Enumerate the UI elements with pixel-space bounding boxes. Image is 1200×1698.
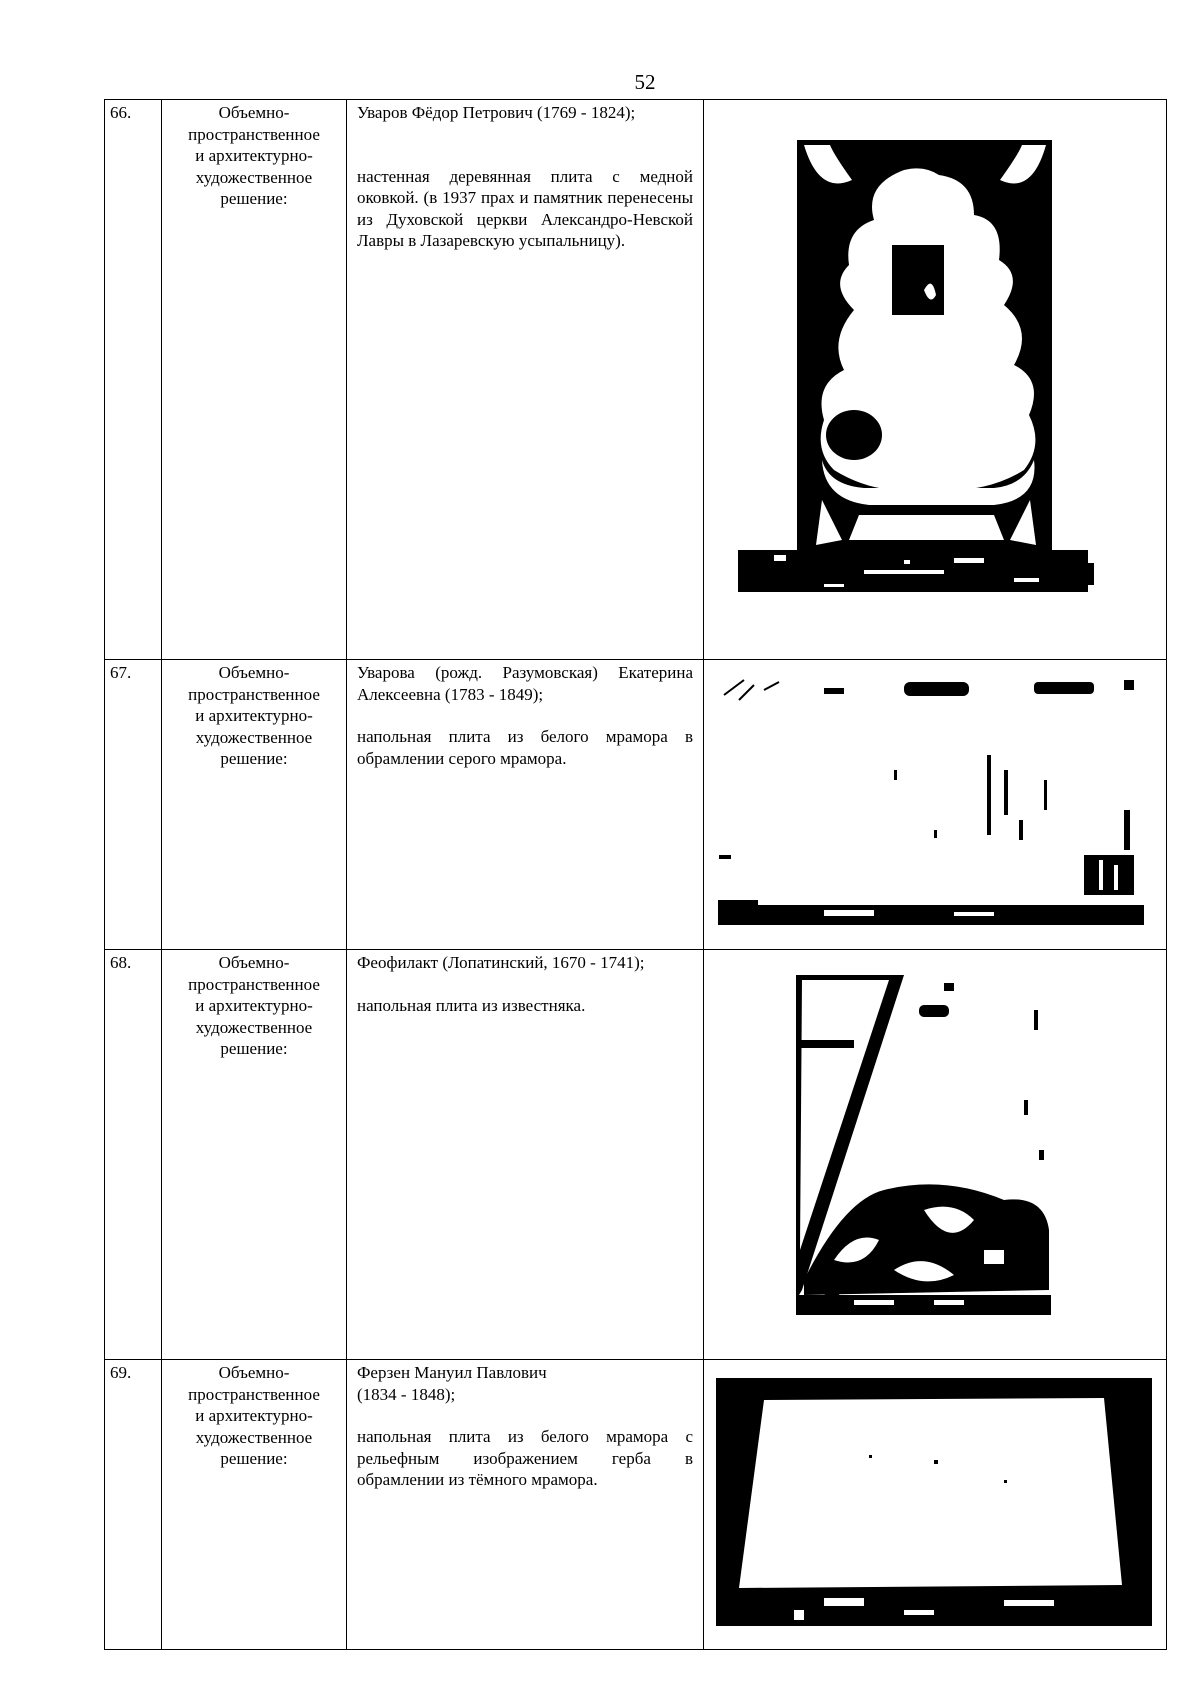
category-line: Объемно- [218, 953, 290, 972]
category-line: пространственное [188, 124, 320, 144]
category-line: и архитектурно- [195, 706, 313, 725]
category-line: решение: [220, 1449, 288, 1468]
category-line: решение: [220, 749, 288, 768]
monuments-table [104, 99, 1167, 1650]
monument-name-line: (1834 - 1848); [357, 1384, 456, 1404]
photo-cell [704, 660, 1167, 950]
category-cell [162, 1360, 347, 1650]
description-cell [347, 660, 704, 950]
monument-name: Уварова (рожд. Разумовская) Екатерина Алексеевна (1783 - 1849); [357, 663, 693, 704]
table-row [105, 950, 1167, 1360]
category-line: решение: [220, 189, 288, 208]
monument-description: настенная деревянная плита с медной оковкой. (в 1937 прах и памятник перенесены из Духовской церкви Александро-Невской Лавры в Лазаревскую усыпальницу). [357, 166, 693, 250]
category-line: и архитектурно- [195, 146, 313, 165]
monument-name-line: Ферзен Мануил Павлович [357, 1363, 547, 1382]
monument-name: Феофилакт (Лопатинский, 1670 - 1741); [357, 953, 645, 972]
category-line: художественное [195, 727, 313, 747]
row-number: 68. [105, 950, 162, 1360]
table-row [105, 100, 1167, 660]
floor-plate-photo [704, 660, 1167, 948]
limestone-plate-photo [704, 950, 1167, 1358]
category-line: художественное [195, 167, 313, 187]
category-line: Объемно- [218, 103, 290, 122]
category-line: художественное [195, 1017, 313, 1037]
category-line: Объемно- [218, 1363, 290, 1382]
description-cell [347, 950, 704, 1360]
monument-description: напольная плита из известняка. [357, 995, 586, 1015]
description-cell [347, 100, 704, 660]
category-line: Объемно- [218, 663, 290, 682]
category-cell [162, 660, 347, 950]
marble-plate-photo [704, 1360, 1167, 1648]
category-line: пространственное [188, 974, 320, 994]
table-row [105, 1360, 1167, 1650]
category-line: и архитектурно- [195, 996, 313, 1015]
wall-plate-photo [704, 100, 1167, 658]
monument-name: Уваров Фёдор Петрович (1769 - 1824); [357, 103, 636, 122]
photo-cell [704, 950, 1167, 1360]
row-number: 69. [105, 1360, 162, 1650]
category-cell [162, 100, 347, 660]
monument-description: напольная плита из белого мрамора в обрамлении серого мрамора. [357, 727, 693, 768]
category-line: пространственное [188, 684, 320, 704]
table-row [105, 660, 1167, 950]
photo-cell [704, 100, 1167, 660]
category-line: и архитектурно- [195, 1406, 313, 1425]
page-number: 52 [634, 70, 656, 94]
monument-description: напольная плита из белого мрамора с рельефным изображением герба в обрамлении из тёмного мрамора. [357, 1427, 693, 1489]
description-cell [347, 1360, 704, 1650]
row-number: 67. [105, 660, 162, 950]
category-line: пространственное [188, 1384, 320, 1404]
category-line: решение: [220, 1039, 288, 1058]
row-number: 66. [105, 100, 162, 660]
category-line: художественное [195, 1427, 313, 1447]
category-cell [162, 950, 347, 1360]
photo-cell [704, 1360, 1167, 1650]
